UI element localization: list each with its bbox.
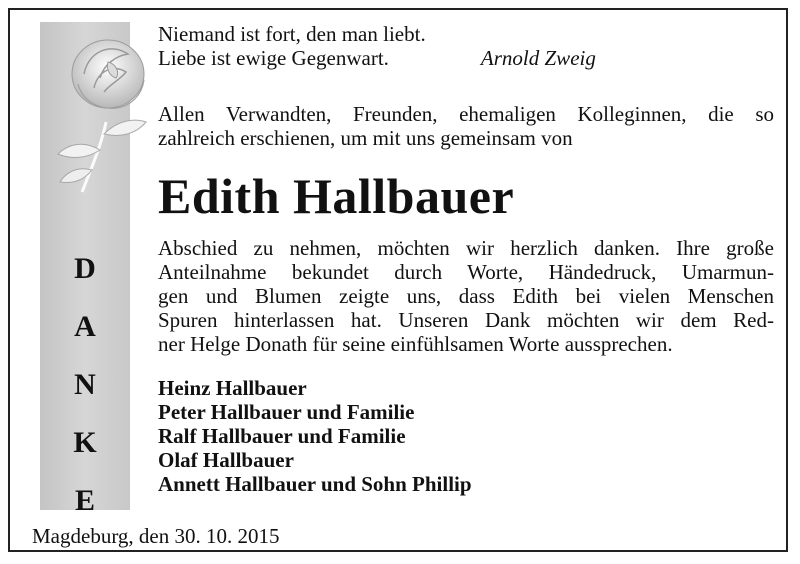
- danke-letter-a: A: [74, 310, 96, 343]
- danke-letter-k: K: [73, 426, 97, 459]
- signer-name: Ralf Hallbauer und Familie: [158, 424, 406, 448]
- thanks-line: ner Helge Donath für seine einfühlsamen Worte aussprechen.: [158, 332, 673, 356]
- quote-author: Arnold Zweig: [480, 46, 596, 70]
- quote-line-2: Liebe ist ewige Gegenwart.: [158, 46, 389, 70]
- deceased-name: Edith Hallbauer: [158, 168, 515, 224]
- danke-letters: [40, 240, 130, 530]
- thanks-line: Anteilnahme bekundet durch Worte, Händedruck, Umarmun-: [158, 260, 774, 284]
- thanks-paragraph: [158, 236, 774, 356]
- thanks-line: Spuren hinterlassen hat. Unseren Dank möchten wir dem Red-: [158, 308, 774, 332]
- intro-line: Allen Verwandten, Freunden, ehemaligen Kolleginnen, die so: [158, 102, 774, 126]
- signer-name: Peter Hallbauer und Familie: [158, 400, 415, 424]
- obituary-card: [8, 8, 788, 552]
- intro-paragraph: [158, 102, 774, 150]
- signer-name: Olaf Hallbauer: [158, 448, 294, 472]
- intro-line: zahlreich erschienen, um mit uns gemeinsam von: [158, 126, 573, 150]
- quote-line-1: Niemand ist fort, den man liebt.: [158, 22, 426, 46]
- signers-list: [158, 376, 774, 496]
- rose-icon: [54, 22, 150, 202]
- signer-name: Annett Hallbauer und Sohn Phillip: [158, 472, 472, 496]
- danke-letter-d: D: [74, 252, 96, 285]
- danke-letter-n: N: [74, 368, 96, 401]
- danke-sidebar: [40, 22, 130, 517]
- thanks-line: Abschied zu nehmen, möchten wir herzlich danken. Ihre große: [158, 236, 774, 260]
- quote-block: [158, 22, 774, 70]
- place-date: Magdeburg, den 30. 10. 2015: [32, 524, 280, 548]
- danke-letter-e: E: [74, 484, 95, 517]
- thanks-line: gen und Blumen zeigte uns, dass Edith bei vielen Menschen: [158, 284, 774, 308]
- signer-name: Heinz Hallbauer: [158, 376, 307, 400]
